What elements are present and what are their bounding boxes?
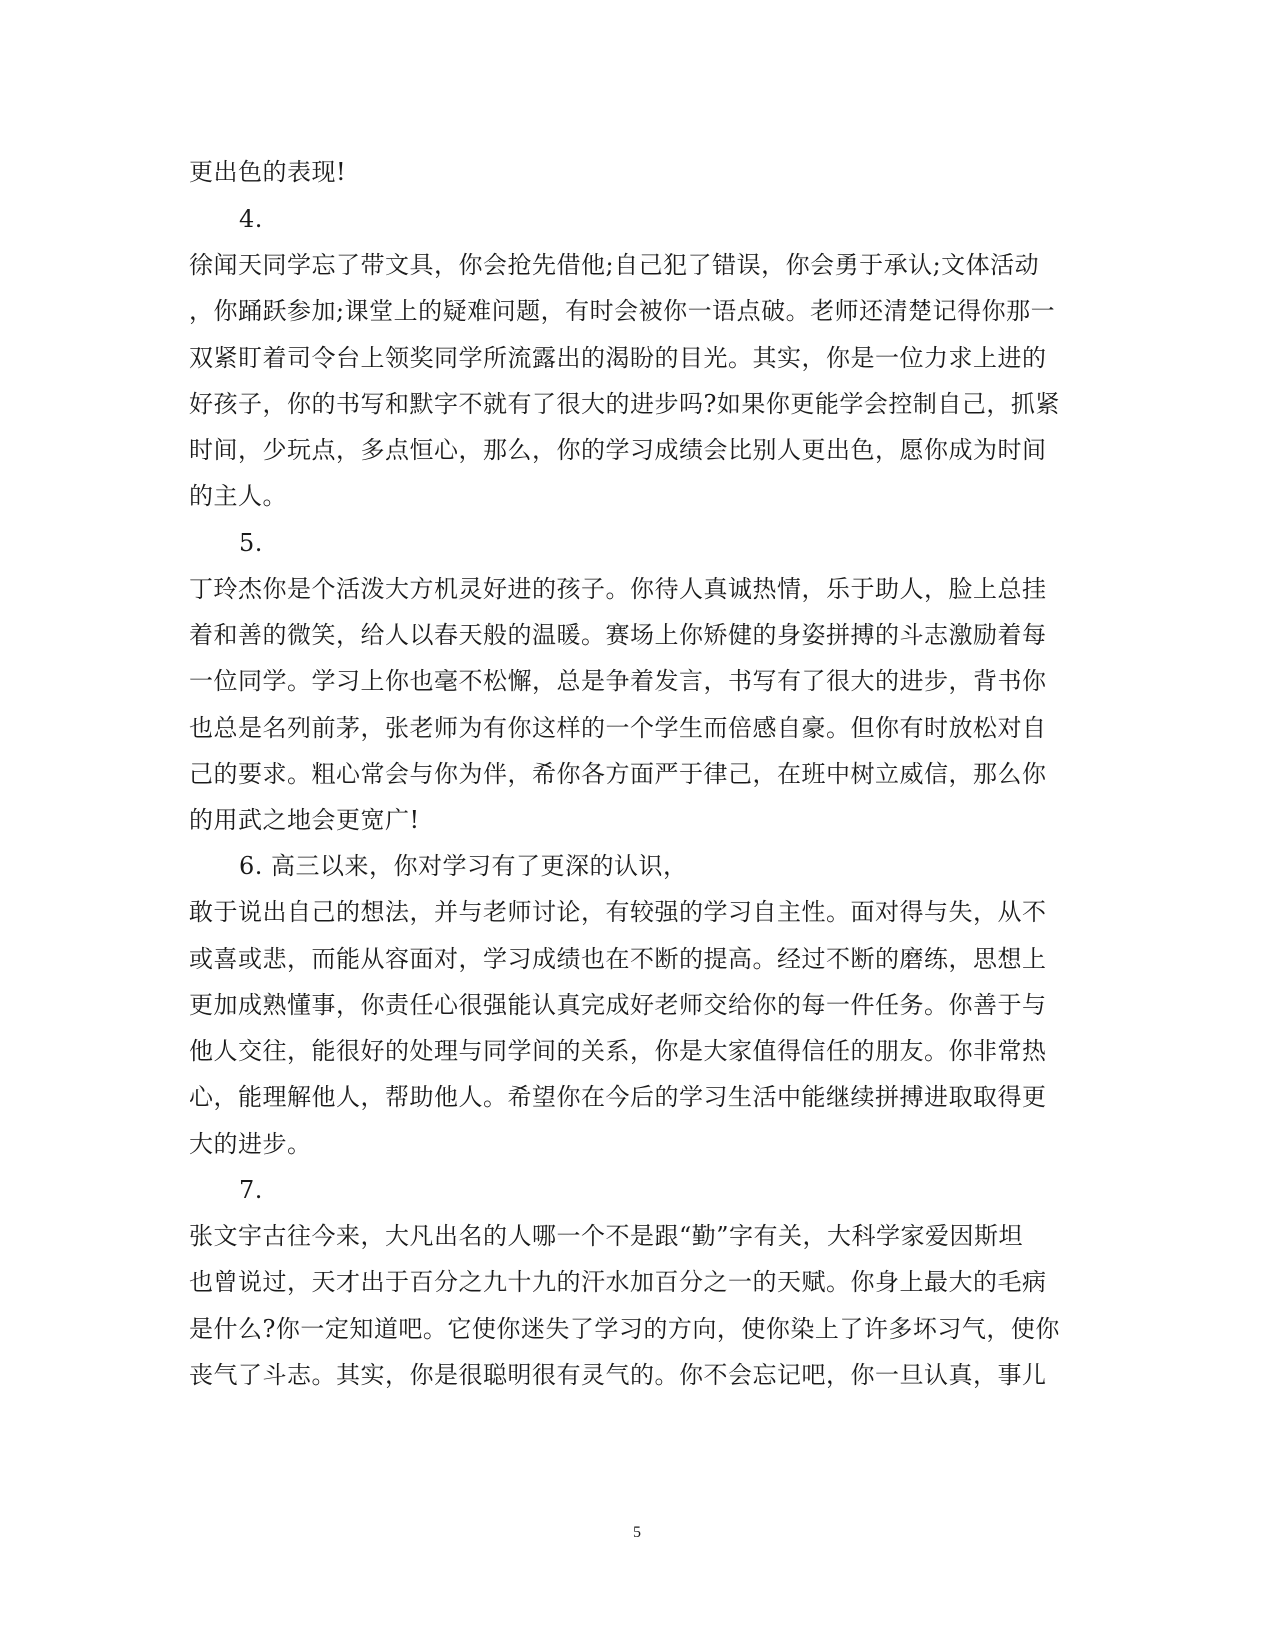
text-line: 时间，少玩点，多点恒心，那么，你的学习成绩会比别人更出色，愿你成为时间	[189, 436, 1047, 464]
text-line: 丁玲杰你是个活泼大方机灵好进的孩子。你待人真诚热情，乐于助人，脸上总挂	[189, 575, 1047, 603]
text-line: 丧气了斗志。其实，你是很聪明很有灵气的。你不会忘记吧，你一旦认真，事儿	[189, 1361, 1047, 1389]
text-line: 双紧盯着司令台上领奖同学所流露出的渴盼的目光。其实，你是一位力求上进的	[189, 344, 1047, 372]
text-line: 张文宇古往今来，大凡出名的人哪一个不是跟“勤”字有关，大科学家爱因斯坦	[189, 1222, 1024, 1250]
text-line: 己的要求。粗心常会与你为伴，希你各方面严于律己，在班中树立威信，那么你	[189, 760, 1047, 788]
text-line: 一位同学。学习上你也毫不松懈，总是争着发言，书写有了很大的进步，背书你	[189, 667, 1047, 695]
text-line: 是什么?你一定知道吧。它使你迷失了学习的方向，使你染上了许多坏习气，使你	[189, 1315, 1060, 1343]
text-line: 更加成熟懂事，你责任心很强能认真完成好老师交给你的每一件任务。你善于与	[189, 991, 1047, 1019]
item-number: 7.	[239, 1176, 263, 1204]
text-line: 的用武之地会更宽广!	[189, 806, 420, 834]
text-line: 他人交往，能很好的处理与同学间的关系，你是大家值得信任的朋友。你非常热	[189, 1037, 1047, 1065]
text-line: ，你踊跃参加;课堂上的疑难问题，有时会被你一语点破。老师还清楚记得你那一	[189, 297, 1056, 325]
text-line: 或喜或悲，而能从容面对，学习成绩也在不断的提高。经过不断的磨练，思想上	[189, 945, 1047, 973]
item-number: 5.	[239, 529, 263, 557]
text-line: 着和善的微笑，给人以春天般的温暖。赛场上你矫健的身姿拼搏的斗志激励着每	[189, 621, 1047, 649]
item-heading: 6. 高三以来，你对学习有了更深的认识，	[239, 852, 688, 880]
text-line: 心，能理解他人，帮助他人。希望你在今后的学习生活中能继续拼搏进取取得更	[189, 1083, 1047, 1111]
item-number: 4.	[239, 205, 263, 233]
text-line: 也曾说过，天才出于百分之九十九的汗水加百分之一的天赋。你身上最大的毛病	[189, 1268, 1047, 1296]
page-number: 5	[633, 1524, 641, 1541]
text-line: 徐闻天同学忘了带文具，你会抢先借他;自己犯了错误，你会勇于承认;文体活动	[189, 251, 1040, 279]
text-line: 也总是名列前茅，张老师为有你这样的一个学生而倍感自豪。但你有时放松对自	[189, 714, 1047, 742]
text-line: 更出色的表现!	[189, 158, 347, 186]
text-line: 的主人。	[189, 482, 287, 510]
text-line: 敢于说出自己的想法，并与老师讨论，有较强的学习自主性。面对得与失，从不	[189, 898, 1047, 926]
text-line: 好孩子，你的书写和默字不就有了很大的进步吗?如果你更能学会控制自己，抓紧	[189, 390, 1060, 418]
text-line: 大的进步。	[189, 1130, 312, 1158]
